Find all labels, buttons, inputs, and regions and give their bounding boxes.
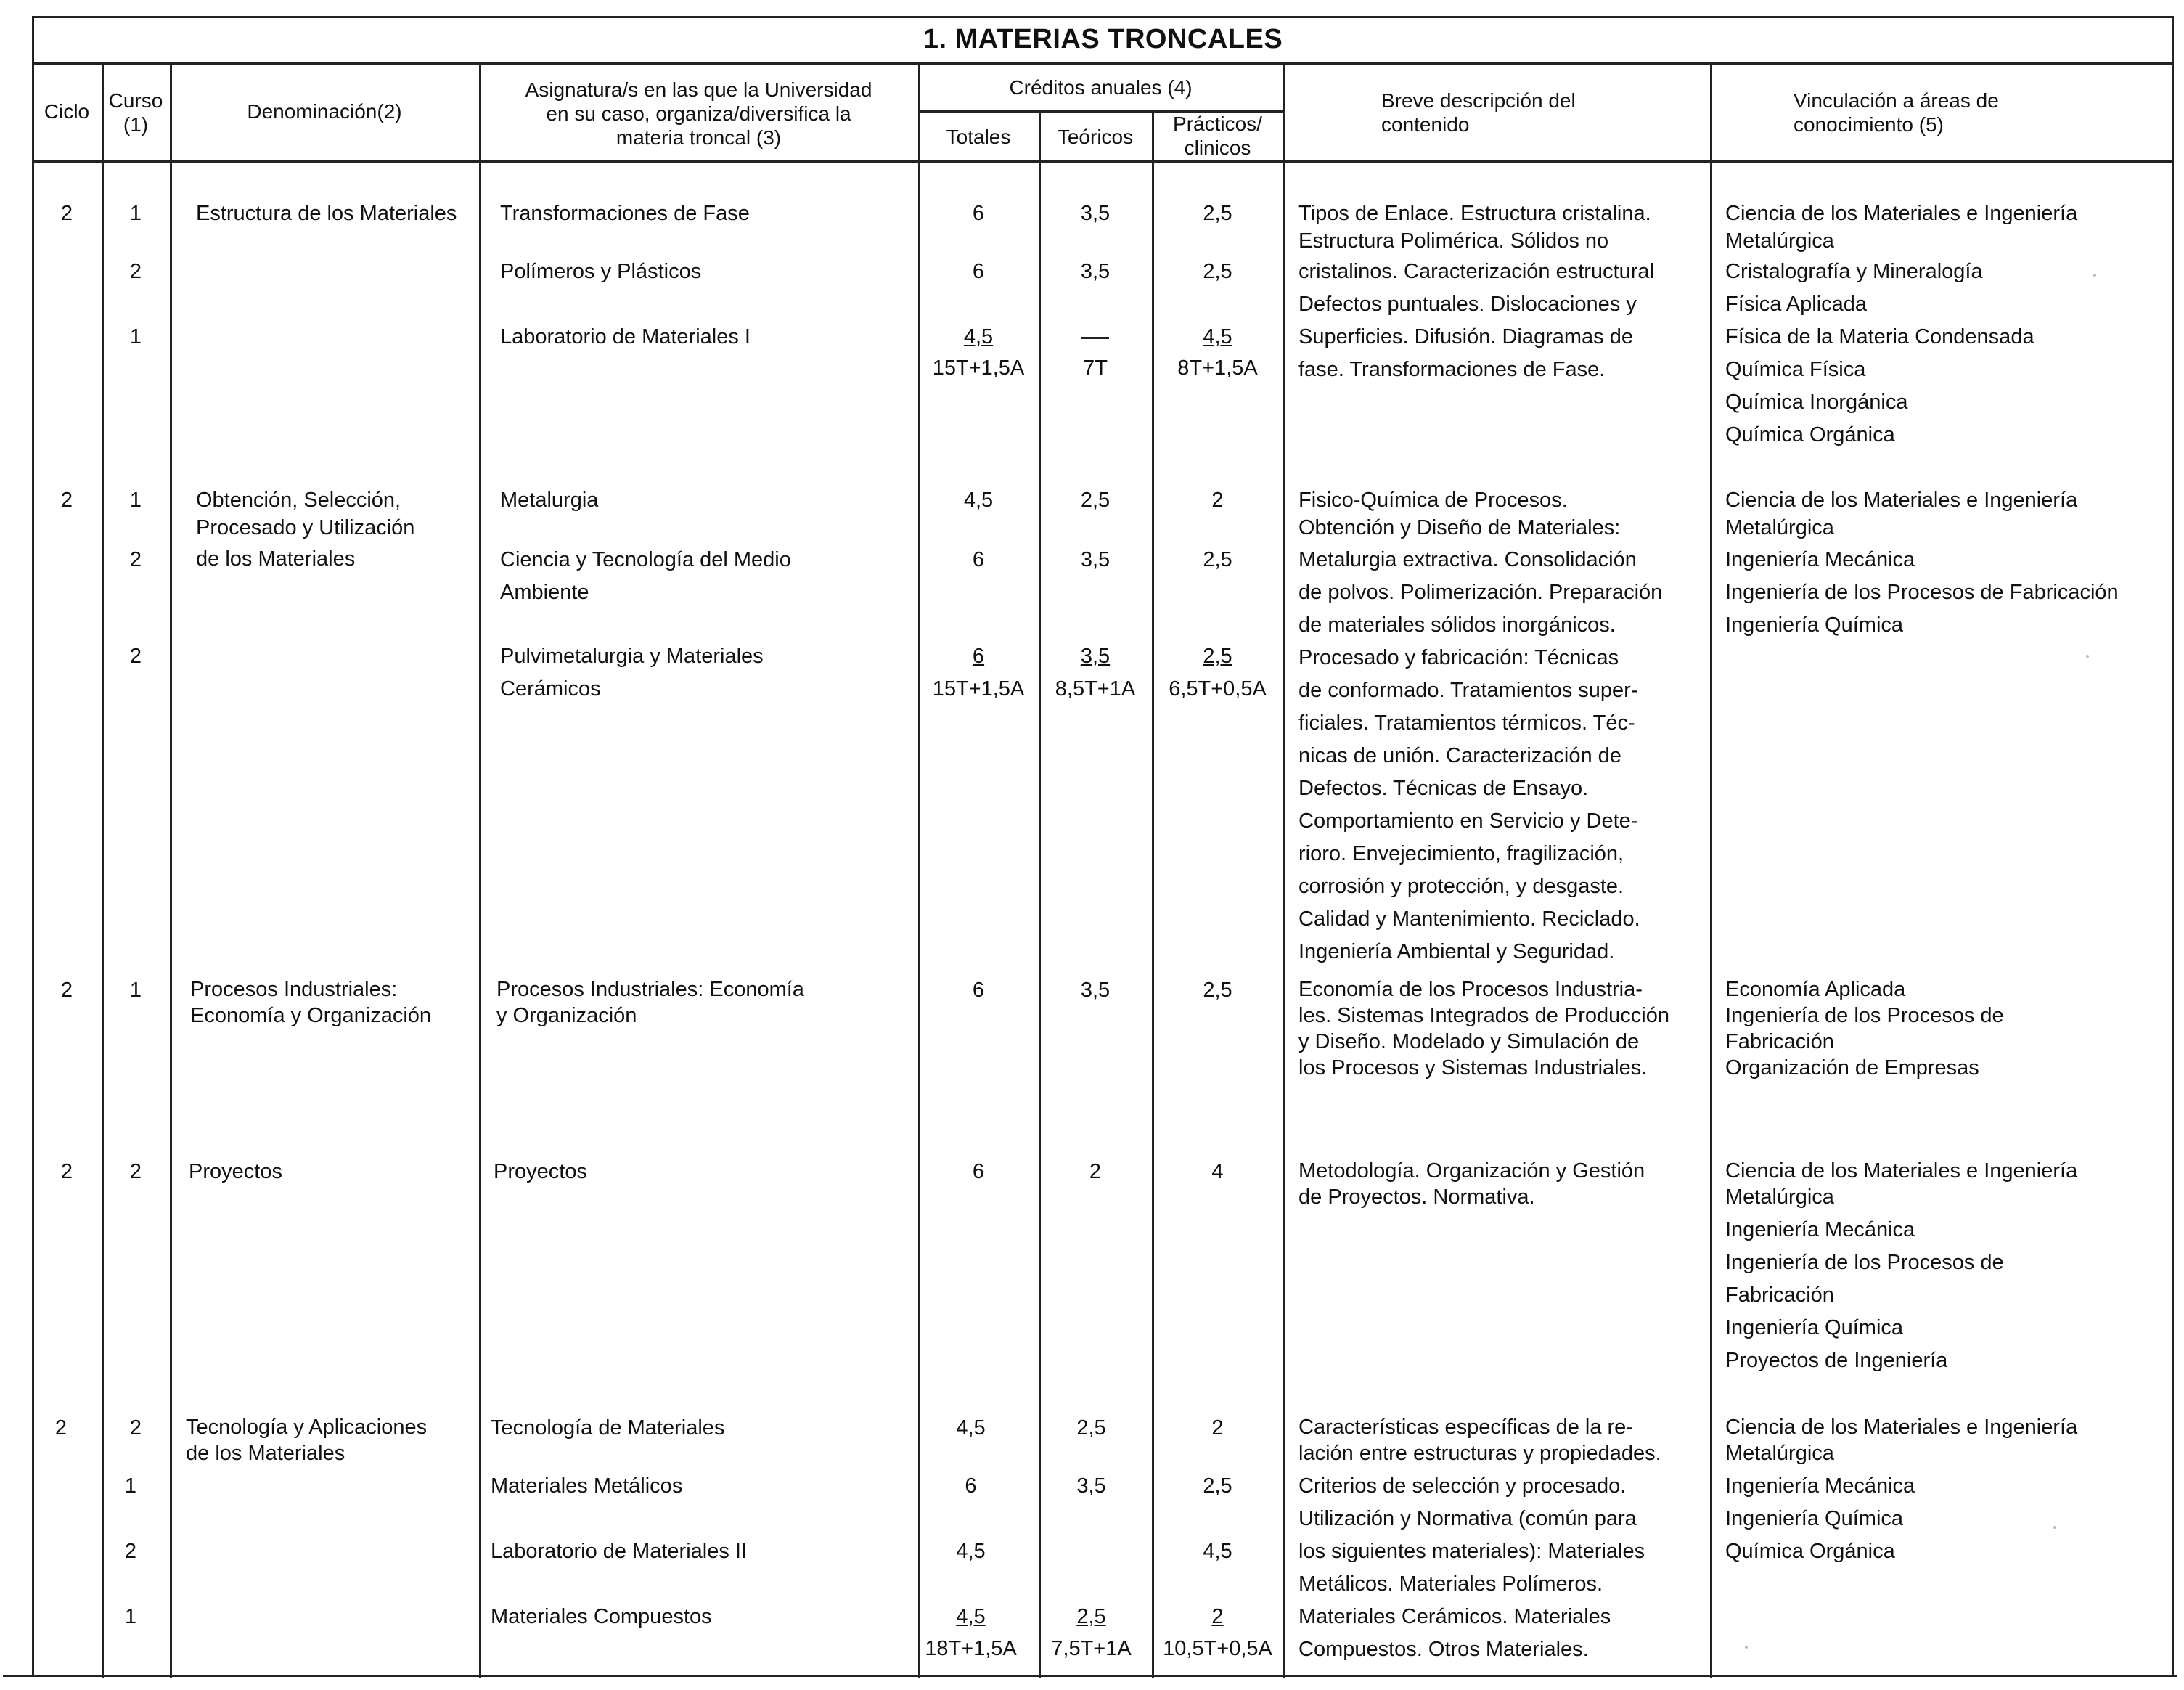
teoricos-value: 3,5 <box>1080 645 1111 668</box>
descripcion-line: lación entre estructuras y propiedades. <box>1298 1442 1661 1465</box>
subject-name-line: Ambiente <box>500 581 589 604</box>
totales-value: 4,5 <box>956 1605 986 1628</box>
subject-practicos: 2,5 <box>1203 202 1232 225</box>
area-item: Metalúrgica <box>1725 229 1834 253</box>
subject-name: Transformaciones de Fase <box>500 202 750 225</box>
descripcion-line: Ingeniería Ambiental y Seguridad. <box>1298 940 1615 963</box>
subject-teoricos: 2,5 <box>1076 1416 1106 1440</box>
col-line-practicos <box>1283 62 1285 1678</box>
denominacion-line: Tecnología y Aplicaciones <box>186 1416 428 1439</box>
scan-speck <box>1745 1646 1748 1649</box>
group-ciclo: 2 <box>54 1416 68 1440</box>
group-areas-cont <box>1725 1470 1915 1568</box>
group-descripcion-cont <box>1298 544 1662 968</box>
subject-totales <box>918 1601 1023 1633</box>
descripcion-line: Fisico-Química de Procesos. <box>1298 489 1568 512</box>
descripcion-line: de polvos. Polimerización. Preparación <box>1298 581 1663 604</box>
subject-totales: 4,5 <box>956 1416 986 1440</box>
subject-teoricos: 2,5 <box>1080 489 1111 512</box>
area-item: Física de la Materia Condensada <box>1725 325 2034 348</box>
group-areas <box>1725 976 2004 1081</box>
area-item: Proyectos de Ingeniería <box>1725 1349 1948 1372</box>
practicos-value: 2,5 <box>1203 645 1232 668</box>
header-totales: Totales <box>946 126 1011 148</box>
subject-totales-breakdown: 15T+1,5A <box>932 356 1025 380</box>
subject-name: Materiales Metálicos <box>491 1474 683 1498</box>
area-item: Ingeniería de los Procesos de <box>1725 1251 2004 1274</box>
area-item: Química Orgánica <box>1725 1540 1895 1563</box>
subject-name: Laboratorio de Materiales I <box>500 325 751 348</box>
subject-name: Polímeros y Plásticos <box>500 260 702 283</box>
area-item: Ingeniería Química <box>1725 1316 1904 1339</box>
title-divider <box>32 62 2174 65</box>
subject-practicos: 4,5 <box>1203 1540 1232 1563</box>
subject-teoricos: 3,5 <box>1080 979 1111 1002</box>
subject-totales: 6 <box>972 548 985 571</box>
subject-teoricos: 3,5 <box>1080 548 1111 571</box>
subject-curso: 2 <box>129 1416 142 1440</box>
subject-name-line: Procesos Industriales: Economía <box>496 978 804 1001</box>
descripcion-line: los siguientes materiales): Materiales <box>1298 1540 1645 1563</box>
group-descripcion <box>1298 1414 1661 1466</box>
subject-totales: 6 <box>972 1160 985 1183</box>
subject-practicos: 2,5 <box>1203 979 1232 1002</box>
subject-totales-breakdown: 15T+1,5A <box>932 677 1025 701</box>
subject-practicos-breakdown: 6,5T+0,5A <box>1169 677 1267 701</box>
subject-name-line: y Organización <box>496 1004 637 1027</box>
subject-curso: 1 <box>124 1474 137 1498</box>
header-curso-line2: (1) <box>123 113 149 136</box>
group-ciclo: 2 <box>60 1160 73 1183</box>
descripcion-line: Materiales Cerámicos. Materiales <box>1298 1605 1611 1628</box>
subject-name-line: Pulvimetalurgia y Materiales <box>500 645 764 668</box>
area-item: Organización de Empresas <box>1725 1056 1979 1079</box>
subject-curso: 2 <box>129 645 142 668</box>
area-item: Química Inorgánica <box>1725 391 1908 414</box>
subject-practicos <box>1152 1601 1283 1633</box>
descripcion-line: Estructura Polimérica. Sólidos no <box>1298 229 1609 253</box>
header-practicos-line1: Prácticos/ <box>1173 113 1262 135</box>
teoricos-value: 2,5 <box>1076 1605 1106 1628</box>
group-descripcion <box>1298 200 1651 255</box>
descripcion-line: de Proyectos. Normativa. <box>1298 1185 1535 1209</box>
subject-curso: 1 <box>129 979 142 1002</box>
group-denominacion <box>196 486 414 573</box>
subject-name-line: Cerámicos <box>500 677 601 701</box>
subject-totales: 4,5 <box>963 489 994 512</box>
area-item: Ingeniería Mecánica <box>1725 1474 1915 1498</box>
scan-speck <box>2086 655 2089 658</box>
subject-practicos: 4 <box>1211 1160 1224 1183</box>
area-item: Metalúrgica <box>1725 1185 1834 1209</box>
practicos-value: 4,5 <box>1203 325 1232 348</box>
subject-teoricos <box>1039 640 1152 673</box>
practicos-value: 2 <box>1211 1605 1224 1628</box>
subject-totales-breakdown: 18T+1,5A <box>925 1637 1017 1660</box>
descripcion-line: Metalurgia extractiva. Consolidación <box>1298 548 1637 571</box>
denominacion-line: Obtención, Selección, <box>196 489 401 512</box>
subject-curso: 2 <box>129 1160 142 1183</box>
group-descripcion <box>1298 976 1669 1081</box>
group-areas <box>1725 486 2077 542</box>
descripcion-line: Calidad y Mantenimiento. Reciclado. <box>1298 907 1640 931</box>
descripcion-line: Economía de los Procesos Industria- <box>1298 978 1643 1001</box>
subject-totales <box>918 640 1039 673</box>
group-ciclo: 2 <box>60 979 73 1002</box>
area-item: Física Aplicada <box>1725 293 1868 316</box>
subject-name <box>500 640 764 706</box>
subject-practicos: 2,5 <box>1203 260 1232 283</box>
header-asignatura <box>479 78 918 150</box>
header-practicos-line2: clinicos <box>1184 136 1251 159</box>
header-vinculacion-line1: Vinculación a áreas de <box>1794 89 1999 112</box>
group-areas <box>1725 1158 2077 1210</box>
subject-teoricos: 3,5 <box>1080 260 1111 283</box>
group-denominacion <box>190 976 431 1029</box>
subject-practicos: 2,5 <box>1203 548 1232 571</box>
subject-practicos: 2 <box>1211 1416 1224 1440</box>
descripcion-line: Procesado y fabricación: Técnicas <box>1298 646 1619 669</box>
area-item: Economía Aplicada <box>1725 978 1906 1001</box>
subject-name: Tecnología de Materiales <box>491 1416 725 1440</box>
area-item: Ciencia de los Materiales e Ingeniería <box>1725 489 2078 512</box>
subject-practicos <box>1152 640 1283 673</box>
descripcion-line: Comportamiento en Servicio y Dete- <box>1298 809 1638 833</box>
descripcion-line: nicas de unión. Caracterización de <box>1298 744 1621 767</box>
descripcion-line: Utilización y Normativa (común para <box>1298 1507 1637 1530</box>
subject-totales <box>918 321 1039 354</box>
subject-curso: 1 <box>129 202 142 225</box>
subject-teoricos: 3,5 <box>1076 1474 1106 1498</box>
header-descripcion-line1: Breve descripción del <box>1381 89 1576 112</box>
subject-name: Proyectos <box>494 1160 587 1183</box>
subject-teoricos-breakdown: 7T <box>1083 356 1108 380</box>
header-teoricos: Teóricos <box>1057 126 1134 148</box>
subject-name: Materiales Compuestos <box>491 1605 712 1628</box>
subject-curso: 1 <box>129 325 142 348</box>
denominacion-line: Procesos Industriales: <box>190 978 398 1001</box>
subject-totales: 6 <box>972 260 985 283</box>
denominacion-line: Economía y Organización <box>190 1004 432 1027</box>
subject-curso: 2 <box>129 260 142 283</box>
scan-speck <box>2053 1526 2056 1529</box>
empty-value-dash <box>1081 321 1109 339</box>
descripcion-line: les. Sistemas Integrados de Producción <box>1298 1004 1669 1027</box>
area-item: Ingeniería Química <box>1725 613 1904 637</box>
subject-totales: 6 <box>972 202 985 225</box>
descripcion-line: Metálicos. Materiales Polímeros. <box>1298 1572 1603 1596</box>
descripcion-line: de materiales sólidos inorgánicos. <box>1298 613 1616 637</box>
group-areas-cont <box>1725 1214 2004 1377</box>
area-item: Química Orgánica <box>1725 423 1895 446</box>
header-denominacion: Denominación(2) <box>247 100 402 123</box>
descripcion-line: y Diseño. Modelado y Simulación de <box>1298 1030 1640 1053</box>
header-descripcion <box>1283 89 1710 136</box>
area-item: Ingeniería Mecánica <box>1725 548 1915 571</box>
descripcion-line: Obtención y Diseño de Materiales: <box>1298 516 1621 539</box>
descripcion-line: Criterios de selección y procesado. <box>1298 1474 1627 1498</box>
area-item: Ingeniería Química <box>1725 1507 1904 1530</box>
denominacion-line: de los Materiales <box>196 547 356 571</box>
subject-practicos-breakdown: 10,5T+0,5A <box>1163 1637 1272 1660</box>
header-asignatura-line1: Asignatura/s en las que la Universidad <box>525 78 872 101</box>
area-item: Ingeniería Mecánica <box>1725 1218 1915 1241</box>
area-item: Ingeniería de los Procesos de Fabricación <box>1725 581 2119 604</box>
area-item: Ciencia de los Materiales e Ingeniería <box>1725 202 2078 225</box>
descripcion-line: de conformado. Tratamientos super- <box>1298 679 1638 702</box>
subject-name: Laboratorio de Materiales II <box>491 1540 748 1563</box>
troncales-table <box>32 16 2177 1678</box>
area-item: Química Física <box>1725 358 1866 381</box>
area-item: Ciencia de los Materiales e Ingeniería <box>1725 1416 2078 1439</box>
area-item: Fabricación <box>1725 1283 1834 1307</box>
area-item: Ingeniería de los Procesos de <box>1725 1004 2004 1027</box>
descripcion-line: Defectos. Técnicas de Ensayo. <box>1298 777 1589 800</box>
descripcion-line: Características específicas de la re- <box>1298 1416 1633 1439</box>
subject-teoricos-breakdown: 8,5T+1A <box>1055 677 1136 701</box>
descripcion-line: Compuestos. Otros Materiales. <box>1298 1638 1589 1661</box>
descripcion-line: Tipos de Enlace. Estructura cristalina. <box>1298 202 1651 225</box>
subject-name <box>500 544 791 609</box>
group-descripcion <box>1298 1158 1645 1210</box>
group-areas <box>1725 200 2077 255</box>
group-ciclo: 2 <box>60 489 73 512</box>
denominacion-line: Procesado y Utilización <box>196 516 415 539</box>
subject-totales: 4,5 <box>956 1540 986 1563</box>
descripcion-line: fase. Transformaciones de Fase. <box>1298 358 1606 381</box>
descripcion-line: Metodología. Organización y Gestión <box>1298 1159 1645 1183</box>
group-descripcion <box>1298 486 1620 542</box>
descripcion-line: ficiales. Tratamientos térmicos. Téc- <box>1298 711 1635 735</box>
totales-value: 4,5 <box>963 325 994 348</box>
header-ciclo: Ciclo <box>44 100 90 123</box>
area-item: Ciencia de los Materiales e Ingeniería <box>1725 1159 2078 1183</box>
subject-totales: 6 <box>972 979 985 1002</box>
descripcion-line: corrosión y protección, y desgaste. <box>1298 875 1624 898</box>
group-denominacion <box>186 1414 427 1466</box>
subject-practicos: 2 <box>1211 489 1224 512</box>
subject-practicos: 2,5 <box>1203 1474 1232 1498</box>
group-areas-cont <box>1725 544 2119 642</box>
subject-curso: 1 <box>124 1605 137 1628</box>
subject-totales: 6 <box>965 1474 977 1498</box>
header-creditos: Créditos anuales (4) <box>1009 76 1193 99</box>
group-descripcion-cont <box>1298 256 1654 386</box>
subject-name-line: Ciencia y Tecnología del Medio <box>500 548 791 571</box>
subject-name: Metalurgia <box>500 489 599 512</box>
subject-curso: 2 <box>129 548 142 571</box>
header-asignatura-line2: en su caso, organiza/diversifica la <box>546 102 851 125</box>
table-title: 1. MATERIAS TRONCALES <box>923 24 1283 54</box>
descripcion-line: Superficies. Difusión. Diagramas de <box>1298 325 1633 348</box>
subject-name <box>496 976 804 1029</box>
subject-teoricos <box>1039 1601 1144 1633</box>
group-denominacion: Estructura de los Materiales <box>196 202 457 225</box>
header-descripcion-line2: contenido <box>1381 113 1470 136</box>
subject-teoricos: 3,5 <box>1080 202 1111 225</box>
group-ciclo: 2 <box>60 202 73 225</box>
group-denominacion: Proyectos <box>189 1160 282 1183</box>
subject-curso: 2 <box>124 1540 137 1563</box>
subject-teoricos: 2 <box>1089 1160 1102 1183</box>
header-asignatura-line3: materia troncal (3) <box>615 126 782 149</box>
header-practicos <box>1152 112 1283 160</box>
group-areas-cont <box>1725 256 2034 452</box>
subject-practicos <box>1152 321 1283 354</box>
descripcion-line: cristalinos. Caracterización estructural <box>1298 260 1654 283</box>
header-divider <box>32 160 2174 163</box>
group-areas <box>1725 1414 2077 1466</box>
header-curso <box>102 89 170 136</box>
header-vinculacion-line2: conocimiento (5) <box>1794 113 1944 136</box>
subject-curso: 1 <box>129 489 142 512</box>
subject-teoricos-breakdown: 7,5T+1A <box>1051 1637 1132 1660</box>
group-descripcion-cont <box>1298 1470 1645 1666</box>
subject-teoricos <box>1039 321 1152 354</box>
denominacion-line: de los Materiales <box>186 1442 345 1465</box>
descripcion-line: los Procesos y Sistemas Industriales. <box>1298 1056 1648 1079</box>
header-curso-line1: Curso <box>108 89 163 112</box>
area-item: Metalúrgica <box>1725 1442 1834 1465</box>
totales-value: 6 <box>972 645 985 668</box>
col-line-curso <box>170 62 172 1678</box>
col-line-descripcion <box>1710 62 1712 1678</box>
descripcion-line: rioro. Envejecimiento, fragilización, <box>1298 842 1624 865</box>
header-vinculacion <box>1710 89 2174 136</box>
area-item: Metalúrgica <box>1725 516 1834 539</box>
col-line-denominacion <box>479 62 481 1678</box>
area-item: Cristalografía y Mineralogía <box>1725 260 1983 283</box>
descripcion-line: Defectos puntuales. Dislocaciones y <box>1298 293 1637 316</box>
bottom-rule <box>3 1675 2177 1677</box>
scan-speck <box>2093 274 2096 277</box>
area-item: Fabricación <box>1725 1030 1834 1053</box>
subject-practicos-breakdown: 8T+1,5A <box>1177 356 1258 380</box>
